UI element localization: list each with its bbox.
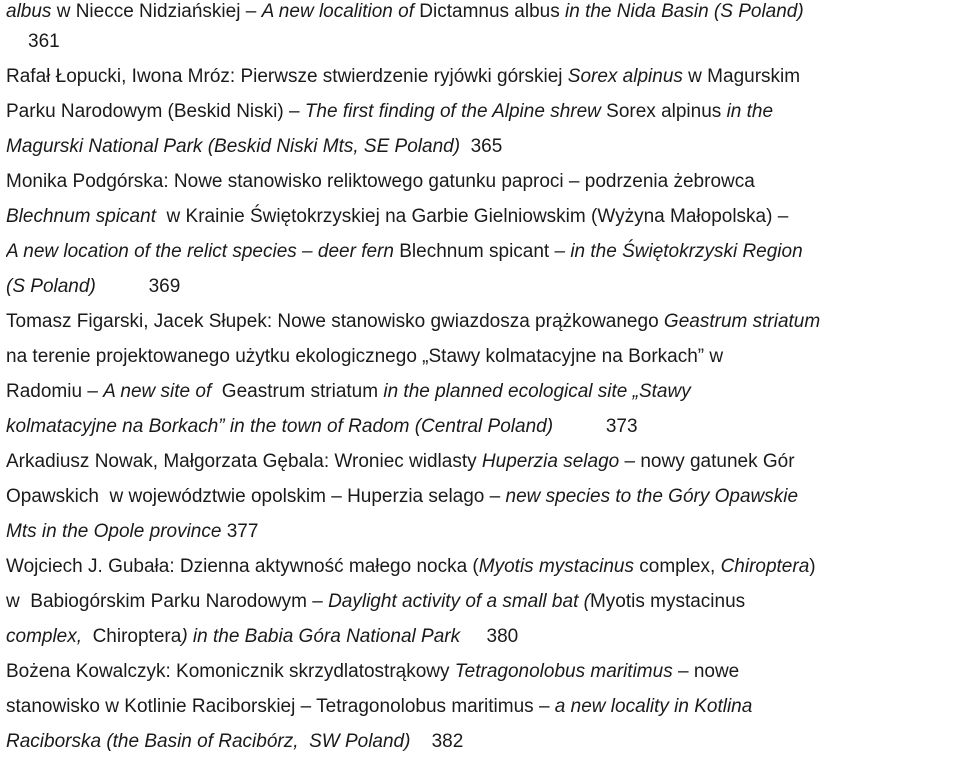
toc-text: Opawskich w województwie opolskim – Huperzia selago – — [6, 486, 506, 507]
toc-line — [6, 444, 954, 479]
toc-text: Myotis mystacinus — [589, 591, 746, 612]
toc-text-italic: new species to the Góry Opawskie — [505, 486, 799, 507]
toc-text-italic: a new locality in Kotlina — [554, 696, 753, 717]
toc-text: 382 — [410, 731, 464, 752]
toc-text: Tomasz Figarski, Jacek Słupek: Nowe stanowisko gwiazdosza prążkowanego — [6, 311, 664, 332]
toc-text: Wojciech J. Gubała: Dzienna aktywność małego nocka ( — [6, 556, 479, 577]
toc-text: Blechnum spicant — [393, 241, 555, 262]
toc-text-italic: in the planned ecological site „Stawy — [383, 381, 691, 402]
toc-line — [6, 304, 954, 339]
toc-text: – nowe — [672, 661, 740, 682]
toc-text: Bożena Kowalczyk: Komonicznik skrzydlatostrąkowy — [6, 661, 455, 682]
toc-text: 373 — [553, 416, 638, 437]
toc-text-italic: in the Nida Basin (S Poland) — [565, 1, 804, 22]
toc-text: 377 — [221, 521, 259, 542]
toc-text: Chiroptera — [82, 626, 182, 647]
toc-line — [6, 549, 954, 584]
toc-text-italic: Daylight activity of a small bat ( — [328, 591, 590, 612]
toc-line — [6, 479, 954, 514]
toc-text: 365 — [460, 136, 503, 157]
toc-line — [6, 619, 954, 654]
toc-text: Monika Podgórska: Nowe stanowisko reliktowego gatunku paproci – podrzenia żebrowca — [6, 171, 755, 192]
toc-line — [6, 0, 954, 24]
toc-text-italic: Sorex alpinus — [567, 66, 683, 87]
toc-line — [6, 199, 954, 234]
toc-text: w Babiogórskim Parku Narodowym – — [6, 591, 329, 612]
toc-text: 361 — [28, 31, 60, 52]
toc-text-italic: Geastrum striatum — [663, 311, 821, 332]
toc-text: 369 — [95, 276, 181, 297]
toc-line — [6, 164, 954, 199]
toc-text: 380 — [460, 626, 519, 647]
toc-text: w Magurskim — [682, 66, 801, 87]
toc-text: na terenie projektowanego użytku ekologicznego „Stawy kolmatacyjne na Borkach” w — [6, 346, 724, 367]
toc-text: Dictamnus albus — [414, 1, 566, 22]
toc-text-italic: Chiroptera — [720, 556, 810, 577]
toc-line — [6, 129, 954, 164]
toc-text: Arkadiusz Nowak, Małgorzata Gębala: Wroniec widlasty — [6, 451, 482, 472]
toc-line — [6, 374, 954, 409]
toc-line — [6, 269, 954, 304]
toc-text-italic: Tetragonolobus maritimus — [454, 661, 673, 682]
toc-line — [6, 654, 954, 689]
toc-text-italic: A new site of — [103, 381, 212, 402]
toc-text: Radomiu – — [6, 381, 104, 402]
toc-line — [6, 59, 954, 94]
toc-line — [6, 514, 954, 549]
toc-line — [6, 339, 954, 374]
toc-text-italic: (S Poland) — [6, 276, 96, 297]
toc-text-italic: Myotis mystacinus — [478, 556, 634, 577]
toc-text: Geastrum striatum — [211, 381, 384, 402]
toc-line — [6, 24, 954, 59]
toc-text: Parku Narodowym (Beskid Niski) – — [6, 101, 305, 122]
toc-text-italic: complex, — [6, 626, 83, 647]
toc-text-italic: A new location of the relict species – deer fern — [6, 241, 394, 262]
toc-text-italic: albus — [6, 1, 52, 22]
toc-text-italic: Huperzia selago — [481, 451, 620, 472]
toc-line — [6, 584, 954, 619]
toc-line — [6, 689, 954, 724]
toc-text: complex, — [633, 556, 721, 577]
toc-text: ) — [809, 556, 816, 577]
toc-text-italic: ) in the Babia Góra National Park — [181, 626, 461, 647]
toc-text-italic: Mts in the Opole province — [6, 521, 222, 542]
toc-text-italic: – in the Świętokrzyski Region — [554, 241, 803, 262]
toc-text: – nowy gatunek Gór — [619, 451, 795, 472]
toc-text-italic: The first finding of the Alpine shrew — [304, 101, 601, 122]
toc-text-italic: in the — [726, 101, 774, 122]
toc-line — [6, 234, 954, 269]
toc-text: Sorex alpinus — [600, 101, 727, 122]
toc-text-italic: Blechnum spicant — [6, 206, 156, 227]
toc-text-italic: kolmatacyjne na Borkach” in the town of Radom (Central Poland) — [6, 416, 554, 437]
toc-text: w Krainie Świętokrzyskiej na Garbie Gielniowskim (Wyżyna Małopolska) – — [155, 206, 789, 227]
toc-text: Rafał Łopucki, Iwona Mróz: Pierwsze stwierdzenie ryjówki górskiej — [6, 66, 568, 87]
toc-line — [6, 409, 954, 444]
toc-text-italic: Magurski National Park (Beskid Niski Mts, SE Poland) — [6, 136, 461, 157]
toc-text: w Niecce Nidziańskiej – — [51, 1, 262, 22]
toc-line — [6, 724, 954, 759]
toc-line — [6, 94, 954, 129]
toc-text-italic: A new localition of — [261, 1, 414, 22]
toc-text: stanowisko w Kotlinie Raciborskiej – Tetragonolobus maritimus – — [6, 696, 555, 717]
toc-text-italic: Raciborska (the Basin of Racibórz, SW Poland) — [6, 731, 411, 752]
